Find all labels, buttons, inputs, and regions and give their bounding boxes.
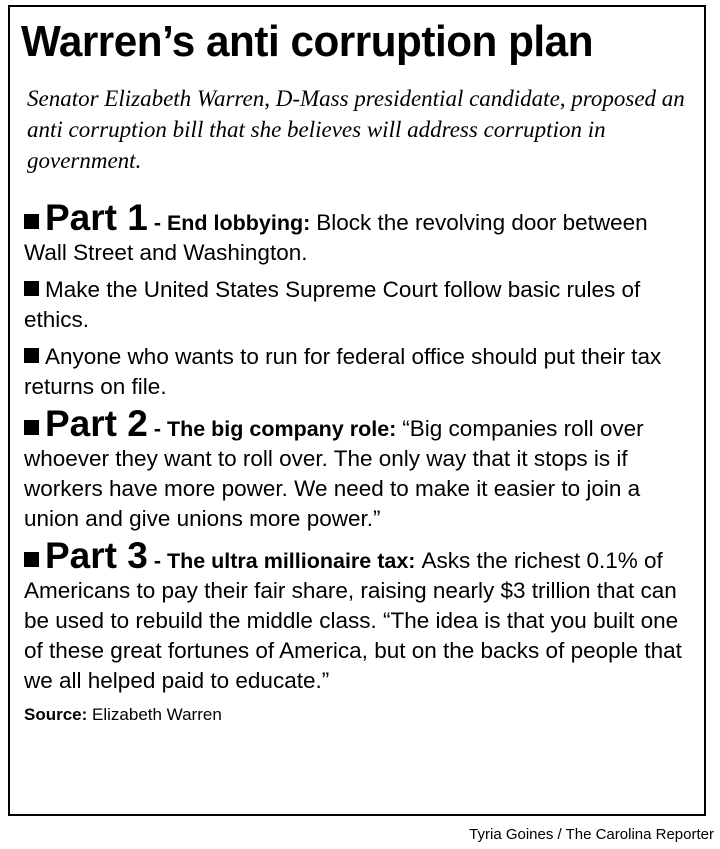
bullet-supreme-court bbox=[24, 275, 696, 335]
square-bullet-icon bbox=[24, 420, 39, 435]
source-label: Source: bbox=[24, 705, 88, 724]
plan-body bbox=[24, 197, 696, 743]
square-bullet-icon bbox=[24, 281, 39, 296]
square-bullet-icon bbox=[24, 214, 39, 229]
part-3-text: Asks the richest 0.1% of Americans to pay their fair share, raising nearly $3 trillion that can be used to rebuild the middle class. “The idea is that you built one of these great fortunes of America, but on the backs of people that we all helped paid to educate.” bbox=[24, 548, 682, 693]
square-bullet-icon bbox=[24, 552, 39, 567]
part-3-label: Part 3 bbox=[45, 535, 148, 576]
part-3 bbox=[24, 535, 696, 696]
part-1-text: Block the revolving door between Wall Street and Washington. bbox=[24, 210, 648, 265]
square-bullet-icon bbox=[24, 348, 39, 363]
part-3-heading: - The ultra millionaire tax: bbox=[147, 549, 422, 573]
bullet-tax-returns bbox=[24, 342, 696, 402]
part-2 bbox=[24, 403, 696, 534]
source-line bbox=[24, 704, 696, 726]
part-2-label: Part 2 bbox=[45, 403, 148, 444]
photo-credit: Tyria Goines / The Carolina Reporter bbox=[469, 826, 714, 843]
part-1-heading: - End lobbying: bbox=[147, 211, 317, 235]
part-1 bbox=[24, 197, 696, 268]
part-2-text: “Big companies roll over whoever they want to roll over. The only way that it stops is if workers have more power. We need to make it easier to join a union and give unions more power.” bbox=[24, 416, 644, 531]
bullet-tax-returns-text: Anyone who wants to run for federal office should put their tax returns on file. bbox=[24, 344, 662, 399]
intro-text: Senator Elizabeth Warren, D-Mass presidential candidate, proposed an anti corruption bill that she believes will address corruption in government. bbox=[27, 86, 685, 173]
graphic-title: Warren’s anti corruption plan bbox=[21, 17, 594, 66]
part-2-heading: - The big company role: bbox=[147, 417, 403, 441]
bullet-supreme-court-text: Make the United States Supreme Court follow basic rules of ethics. bbox=[24, 277, 641, 332]
source-value: Elizabeth Warren bbox=[87, 705, 222, 724]
part-1-label: Part 1 bbox=[45, 197, 148, 238]
